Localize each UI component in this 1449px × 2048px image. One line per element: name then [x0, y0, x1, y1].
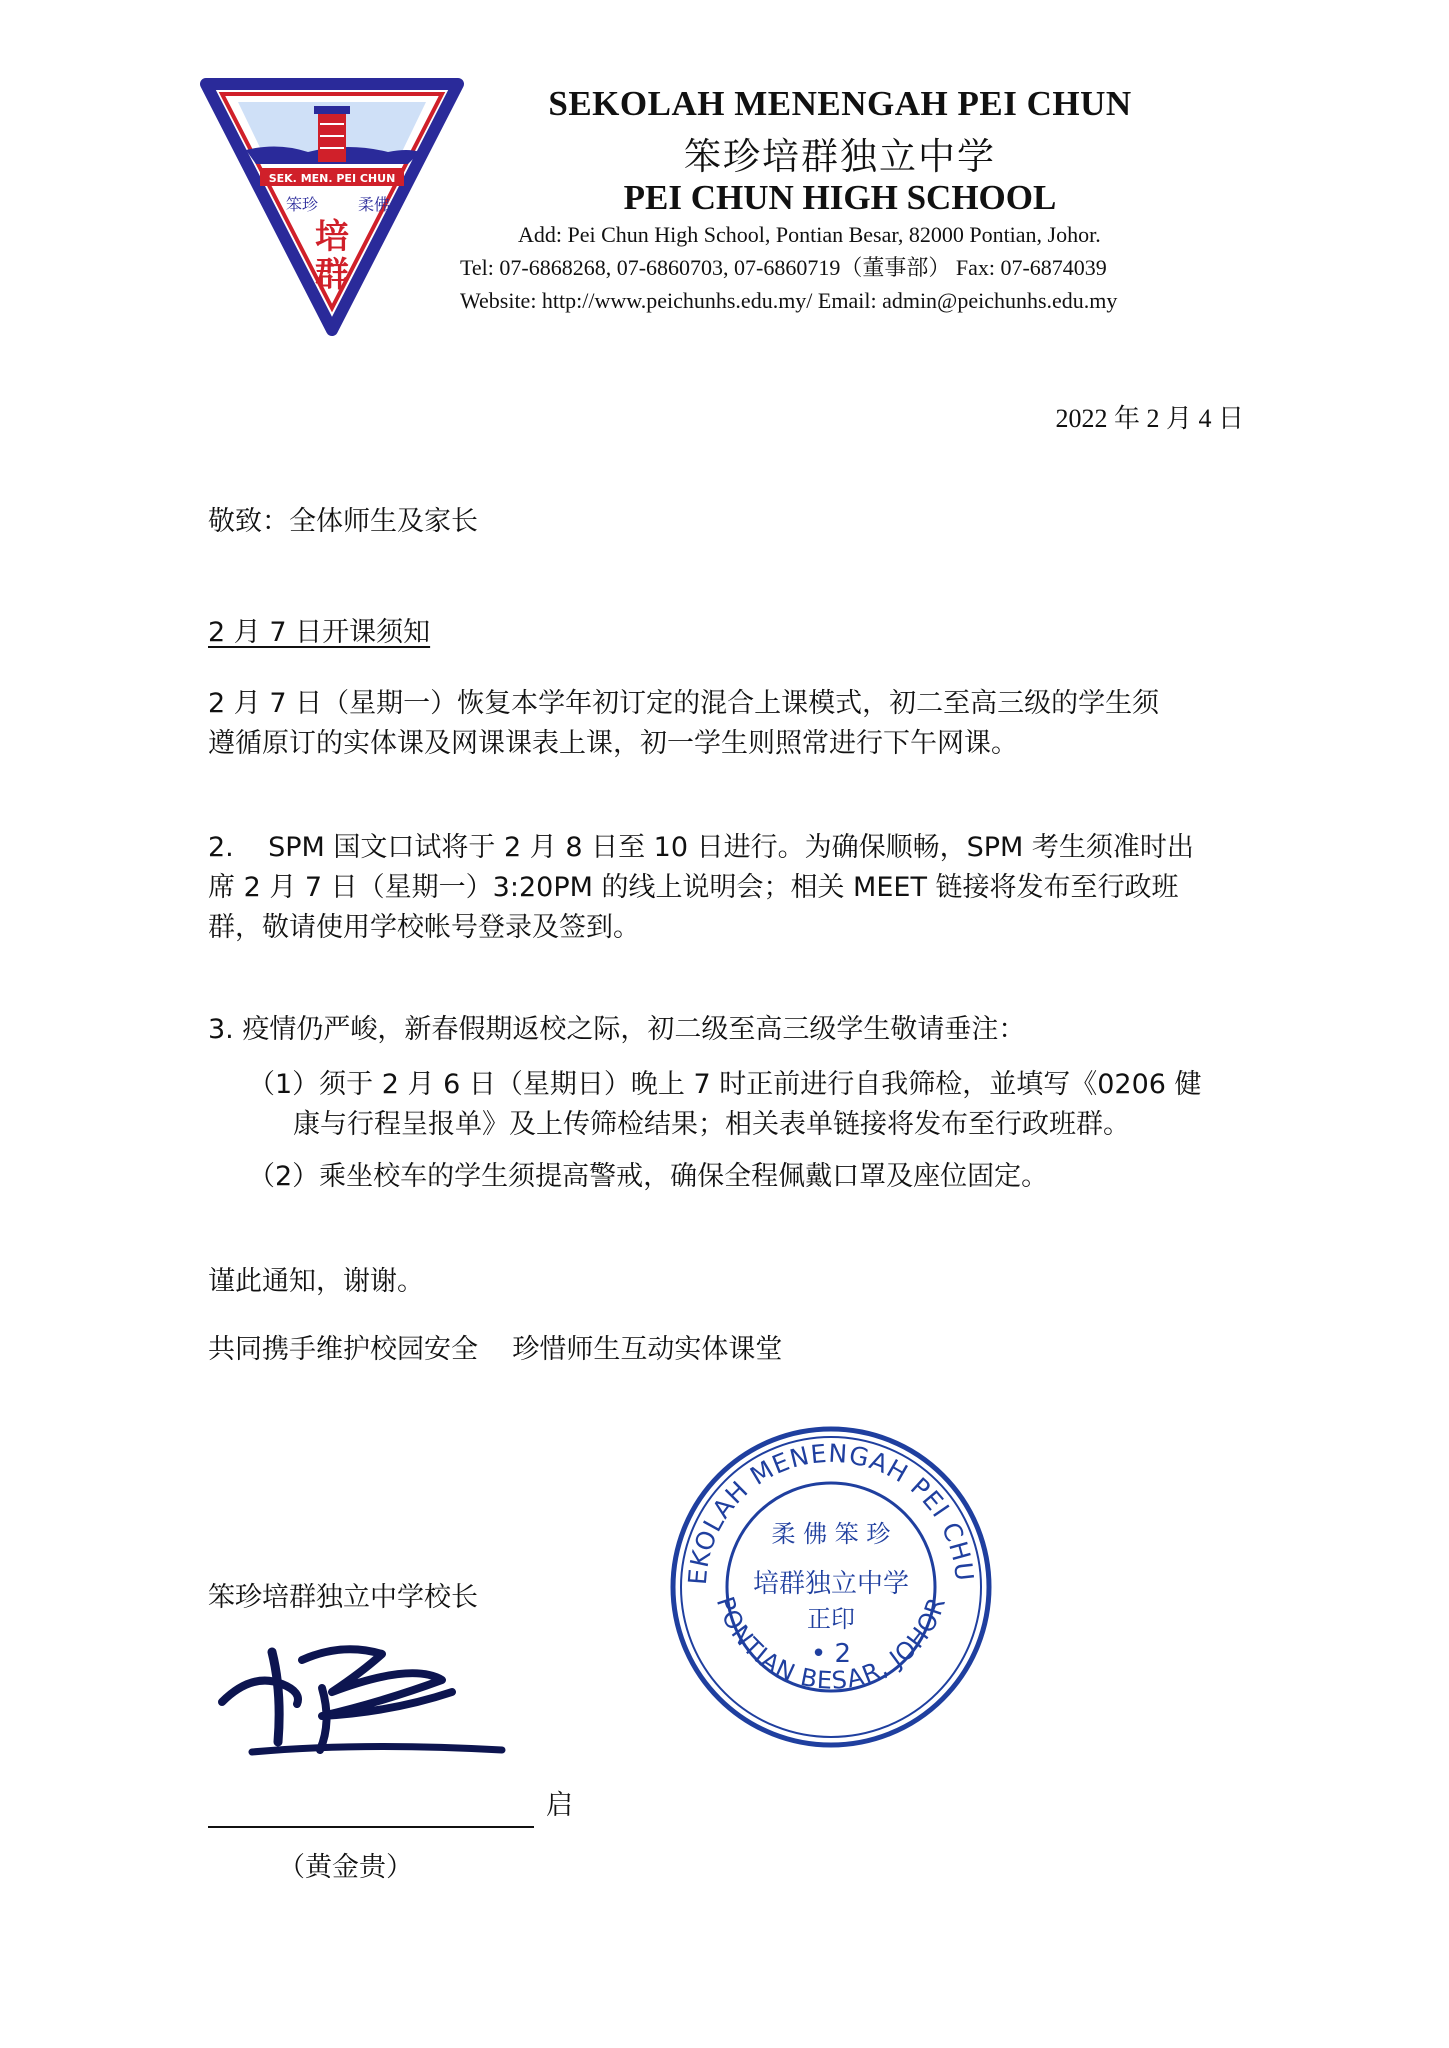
svg-text:培: 培 [315, 217, 349, 257]
paragraph-2-line-2: 席 2 月 7 日（星期一）3:20PM 的线上说明会；相关 MEET 链接将发布至行政班 [208, 872, 1179, 903]
svg-text:笨珍: 笨珍 [286, 195, 319, 214]
letter-date: 2022 年 2 月 4 日 [1055, 404, 1244, 433]
logo-band-text: SEK. MEN. PEI CHUN [268, 172, 396, 185]
school-website-email: Website: http://www.peichunhs.edu.my/ Email: admin@peichunhs.edu.my [460, 288, 1118, 313]
salutation: 敬致：全体师生及家长 [208, 506, 478, 537]
seal-inner-top: 柔 佛 笨 珍 [771, 1520, 891, 1548]
paragraph-3-item-1-cont: 康与行程呈报单》及上传筛检结果；相关表单链接将发布至行政班群。 [293, 1109, 1130, 1140]
paragraph-2 [208, 828, 1248, 948]
paragraph-2-line-3: 群，敬请使用学校帐号登录及签到。 [208, 912, 640, 943]
school-logo [198, 72, 466, 340]
paragraph-1 [208, 684, 1248, 764]
school-name-malay: SEKOLAH MENENGAH PEI CHUN [548, 84, 1132, 123]
school-name-english: PEI CHUN HIGH SCHOOL [623, 178, 1057, 217]
paragraph-1-line-1: 2 月 7 日（星期一）恢复本学年初订定的混合上课模式，初二至高三级的学生须 [208, 688, 1160, 719]
paragraph-2-line-1: 2. SPM 国文口试将于 2 月 8 日至 10 日进行。为确保顺畅，SPM 考生须准时出 [208, 832, 1194, 863]
seal-ring-bottom: PONTIAN BESAR, JOHOR [710, 1593, 952, 1695]
school-seal [666, 1422, 996, 1752]
principal-signature [212, 1632, 512, 1772]
seal-ring-top: EKOLAH MENENGAH PEI CHU [682, 1438, 980, 1586]
closing-text: 谨此通知，谢谢。 [208, 1266, 424, 1297]
paragraph-3-item-2: （2）乘坐校车的学生须提高警戒，确保全程佩戴口罩及座位固定。 [248, 1161, 1049, 1192]
principal-title: 笨珍培群独立中学校长 [208, 1582, 478, 1613]
school-name-chinese: 笨珍培群独立中学 [684, 135, 996, 178]
principal-name: （黄金贵） [278, 1852, 413, 1883]
paragraph-3: 3. 疫情仍严峻，新春假期返校之际，初二级至高三级学生敬请垂注： [208, 1014, 1026, 1045]
signature-line [208, 1826, 534, 1828]
school-telephone: Tel: 07-6868268, 07-6860703, 07-6860719（董事部） Fax: 07-6874039 [460, 255, 1107, 280]
svg-text:柔佛: 柔佛 [358, 195, 391, 214]
svg-text:群: 群 [315, 255, 349, 295]
subject-title: 2 月 7 日开课须知 [208, 617, 431, 648]
slogan-text: 共同携手维护校园安全 珍惜师生互动实体课堂 [208, 1334, 783, 1365]
school-address: Add: Pei Chun High School, Pontian Besar, 82000 Pontian, Johor. [518, 222, 1101, 247]
qi-character: 启 [546, 1790, 573, 1821]
seal-inner-number: • 2 [810, 1639, 852, 1669]
paragraph-3-item-1: （1）须于 2 月 6 日（星期日）晚上 7 时正前进行自我筛检，並填写《0206 健 [248, 1069, 1202, 1100]
seal-inner-low: 正印 [807, 1605, 855, 1633]
seal-inner-mid: 培群独立中学 [752, 1569, 910, 1599]
paragraph-1-line-2: 遵循原订的实体课及网课课表上课，初一学生则照常进行下午网课。 [208, 728, 1018, 759]
